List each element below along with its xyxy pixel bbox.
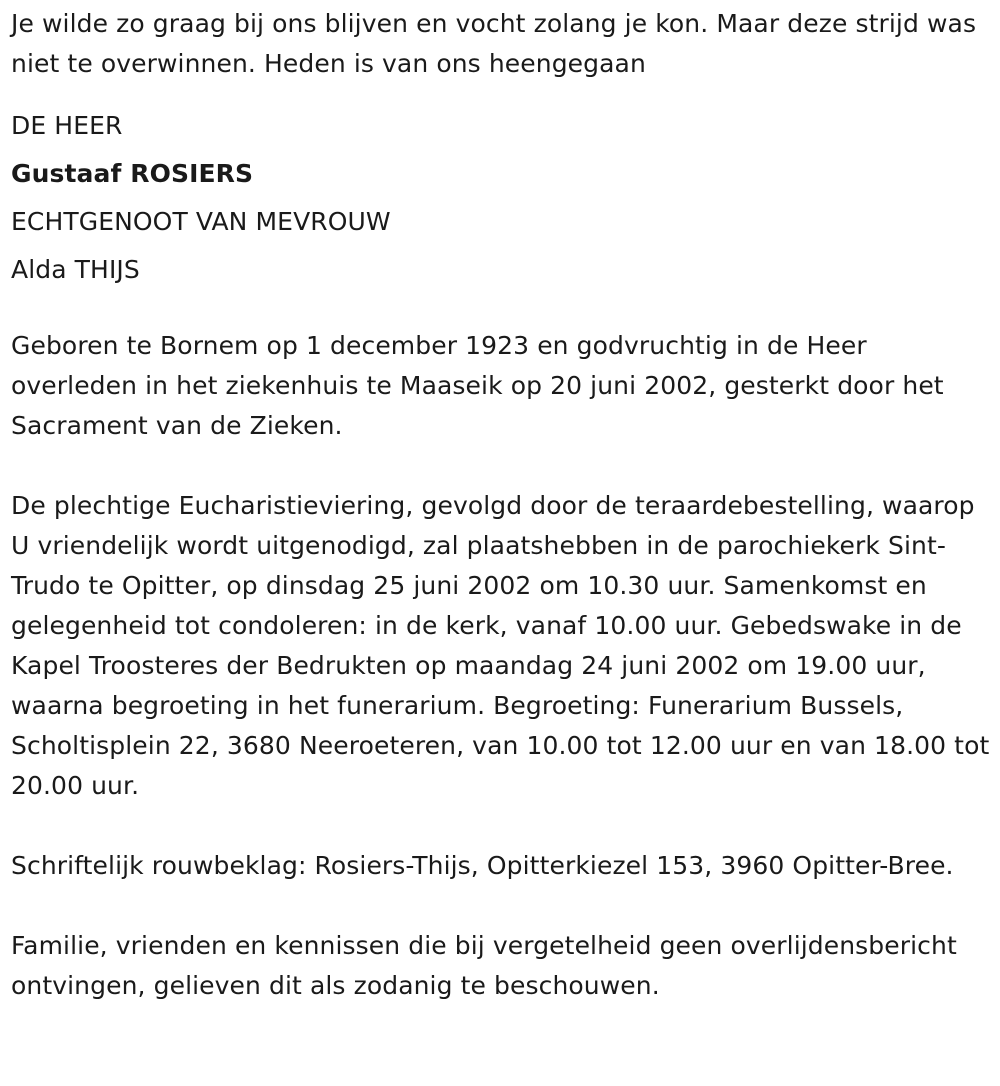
spacer xyxy=(11,446,996,486)
birth-death-paragraph: Geboren te Bornem op 1 december 1923 en godvruchtig in de Heer overleden in het ziekenhuis te Maaseik op 20 juni 2002, gesterkt door het Sacrament van de Zieken. xyxy=(11,331,944,440)
relation-text: ECHTGENOOT VAN MEVROUW xyxy=(11,207,391,236)
spacer xyxy=(11,294,996,326)
closing-paragraph: Familie, vrienden en kennissen die bij vergetelheid geen overlijdensbericht ontvingen, gelieven dit als zodanig te beschouwen. xyxy=(11,931,957,1000)
condolence-address-paragraph: Schriftelijk rouwbeklag: Rosiers-Thijs, Opitterkiezel 153, 3960 Opitter-Bree. xyxy=(11,851,954,880)
deceased-name: Gustaaf ROSIERS xyxy=(11,159,254,188)
spacer xyxy=(11,886,996,926)
name-block xyxy=(11,102,996,294)
honorific-title: DE HEER xyxy=(11,111,123,140)
spacer xyxy=(11,806,996,846)
intro-text: Je wilde zo graag bij ons blijven en vocht zolang je kon. Maar deze strijd was niet te overwinnen. Heden is van ons heengegaan xyxy=(11,9,977,78)
obituary-document xyxy=(11,4,996,1006)
spouse-name: Alda THIJS xyxy=(11,255,140,284)
ceremony-paragraph: De plechtige Eucharistieviering, gevolgd door de teraardebestelling, waarop U vriendelijk wordt uitgenodigd, zal plaatshebben in de parochiekerk Sint-Trudo te Opitter, op dinsdag 25 juni 2002 om 10.30 uur. Samenkomst en gelegenheid tot condoleren: in de kerk, vanaf 10.00 uur. Gebedswake in de Kapel Troosteres der Bedrukten op maandag 24 juni 2002 om 19.00 uur, waarna begroeting in het funerarium. Begroeting: Funerarium Bussels, Scholtisplein 22, 3680 Neeroeteren, van 10.00 tot 12.00 uur en van 18.00 tot 20.00 uur. xyxy=(11,491,990,800)
